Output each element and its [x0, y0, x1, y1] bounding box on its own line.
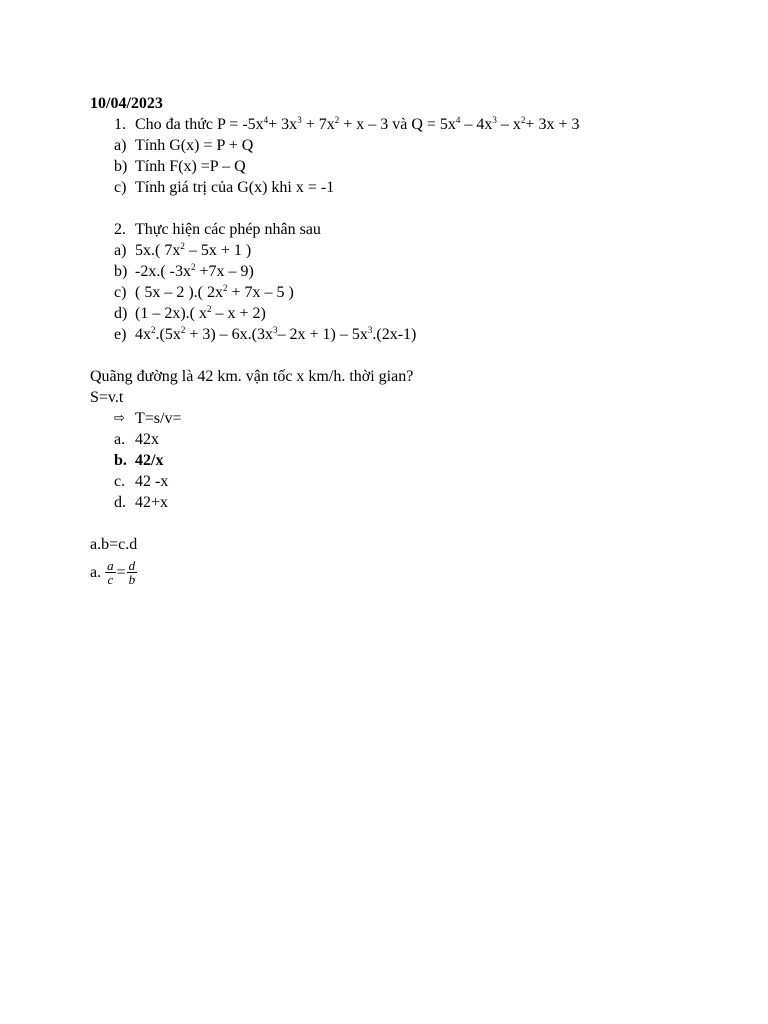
item-label: a): [114, 242, 127, 259]
question-2-item-d: [90, 303, 690, 324]
question-2-item-e: [90, 324, 690, 345]
option-text: 42x: [135, 431, 159, 448]
question-2-item-b: [90, 261, 690, 282]
item-text: Tính giá trị của G(x) khi x = -1: [135, 179, 335, 196]
item-label: e): [114, 326, 127, 343]
question-1-text: Cho đa thức $P = -5x^4+ 3x^3 + 7x^2 + x - 3$ và $Q = 5x^4 - 4x^3 - x^2+ 3x + 3$: [135, 115, 580, 133]
spacer: [90, 513, 690, 534]
option-text: 42+x: [135, 494, 169, 511]
option-label: c.: [114, 473, 126, 490]
item-label: c): [114, 284, 127, 301]
left-denominator: c: [107, 571, 114, 587]
problem-formula: S=v.t: [90, 389, 124, 406]
right-fraction: [127, 559, 138, 586]
option-c: [90, 471, 690, 492]
right-arrow-icon: ⇨: [114, 411, 125, 426]
option-label: a.: [114, 431, 126, 448]
spacer: [90, 345, 690, 366]
left-numerator: a: [107, 557, 114, 573]
question-2-item-c: [90, 282, 690, 303]
derived-formula: T=s/v=: [135, 410, 182, 427]
question-2-item-a: [90, 240, 690, 261]
option-text: 42/x: [135, 452, 164, 469]
question-1-item-b: [90, 156, 690, 177]
proportion-label: a.: [90, 564, 102, 581]
item-text: Tính G(x) = P + Q: [135, 137, 254, 154]
right-numerator: d: [128, 557, 136, 573]
item-label: b): [114, 263, 128, 280]
proportion-fraction-line: [90, 555, 690, 591]
item-text: 5x.( $7x^2 - 5x + 1$ ): [135, 241, 252, 259]
question-2-title: Thực hiện các phép nhân sau: [135, 221, 321, 238]
item-label: c): [114, 179, 127, 196]
option-b: [90, 450, 690, 471]
item-label: a): [114, 137, 127, 154]
right-denominator: b: [128, 571, 136, 587]
question-1: [90, 114, 690, 135]
question-1-item-c: [90, 177, 690, 198]
option-a: [90, 429, 690, 450]
problem-question: Quãng đường là 42 km. vận tốc x km/h. thời gian?: [90, 368, 414, 385]
question-1-item-a: [90, 135, 690, 156]
option-label: d.: [114, 494, 126, 511]
option-text: 42 -x: [135, 473, 169, 490]
equals-sign: =: [116, 564, 126, 582]
question-2-number: 2.: [114, 221, 126, 238]
item-label: d): [114, 305, 128, 322]
document-body: [90, 93, 690, 591]
derived-formula-line: [90, 408, 690, 429]
item-text: Tính F(x) =P – Q: [135, 158, 246, 175]
question-1-number: 1.: [114, 116, 126, 133]
item-text: $4x^2.(5x^2 + 3) - 6x.(3x^3-$ $2x + 1) - 5x^3.(2x-1)$: [135, 325, 417, 343]
option-d: [90, 492, 690, 513]
item-label: b): [114, 158, 128, 175]
item-text: -2x.( $-3x^2 +7x - 9$): [135, 262, 254, 280]
left-fraction: [105, 559, 116, 586]
spacer: [90, 198, 690, 219]
document-date: 10/04/2023: [90, 95, 163, 112]
question-2: [90, 219, 690, 240]
option-label: b.: [114, 452, 127, 469]
item-text: (1 – 2x).( $x^2 - x + 2$): [135, 304, 266, 322]
proportion-equation: a.b=c.d: [90, 536, 138, 553]
item-text: ( 5x – 2 ).( $2x^2 + 7x - 5$ ): [135, 283, 294, 301]
